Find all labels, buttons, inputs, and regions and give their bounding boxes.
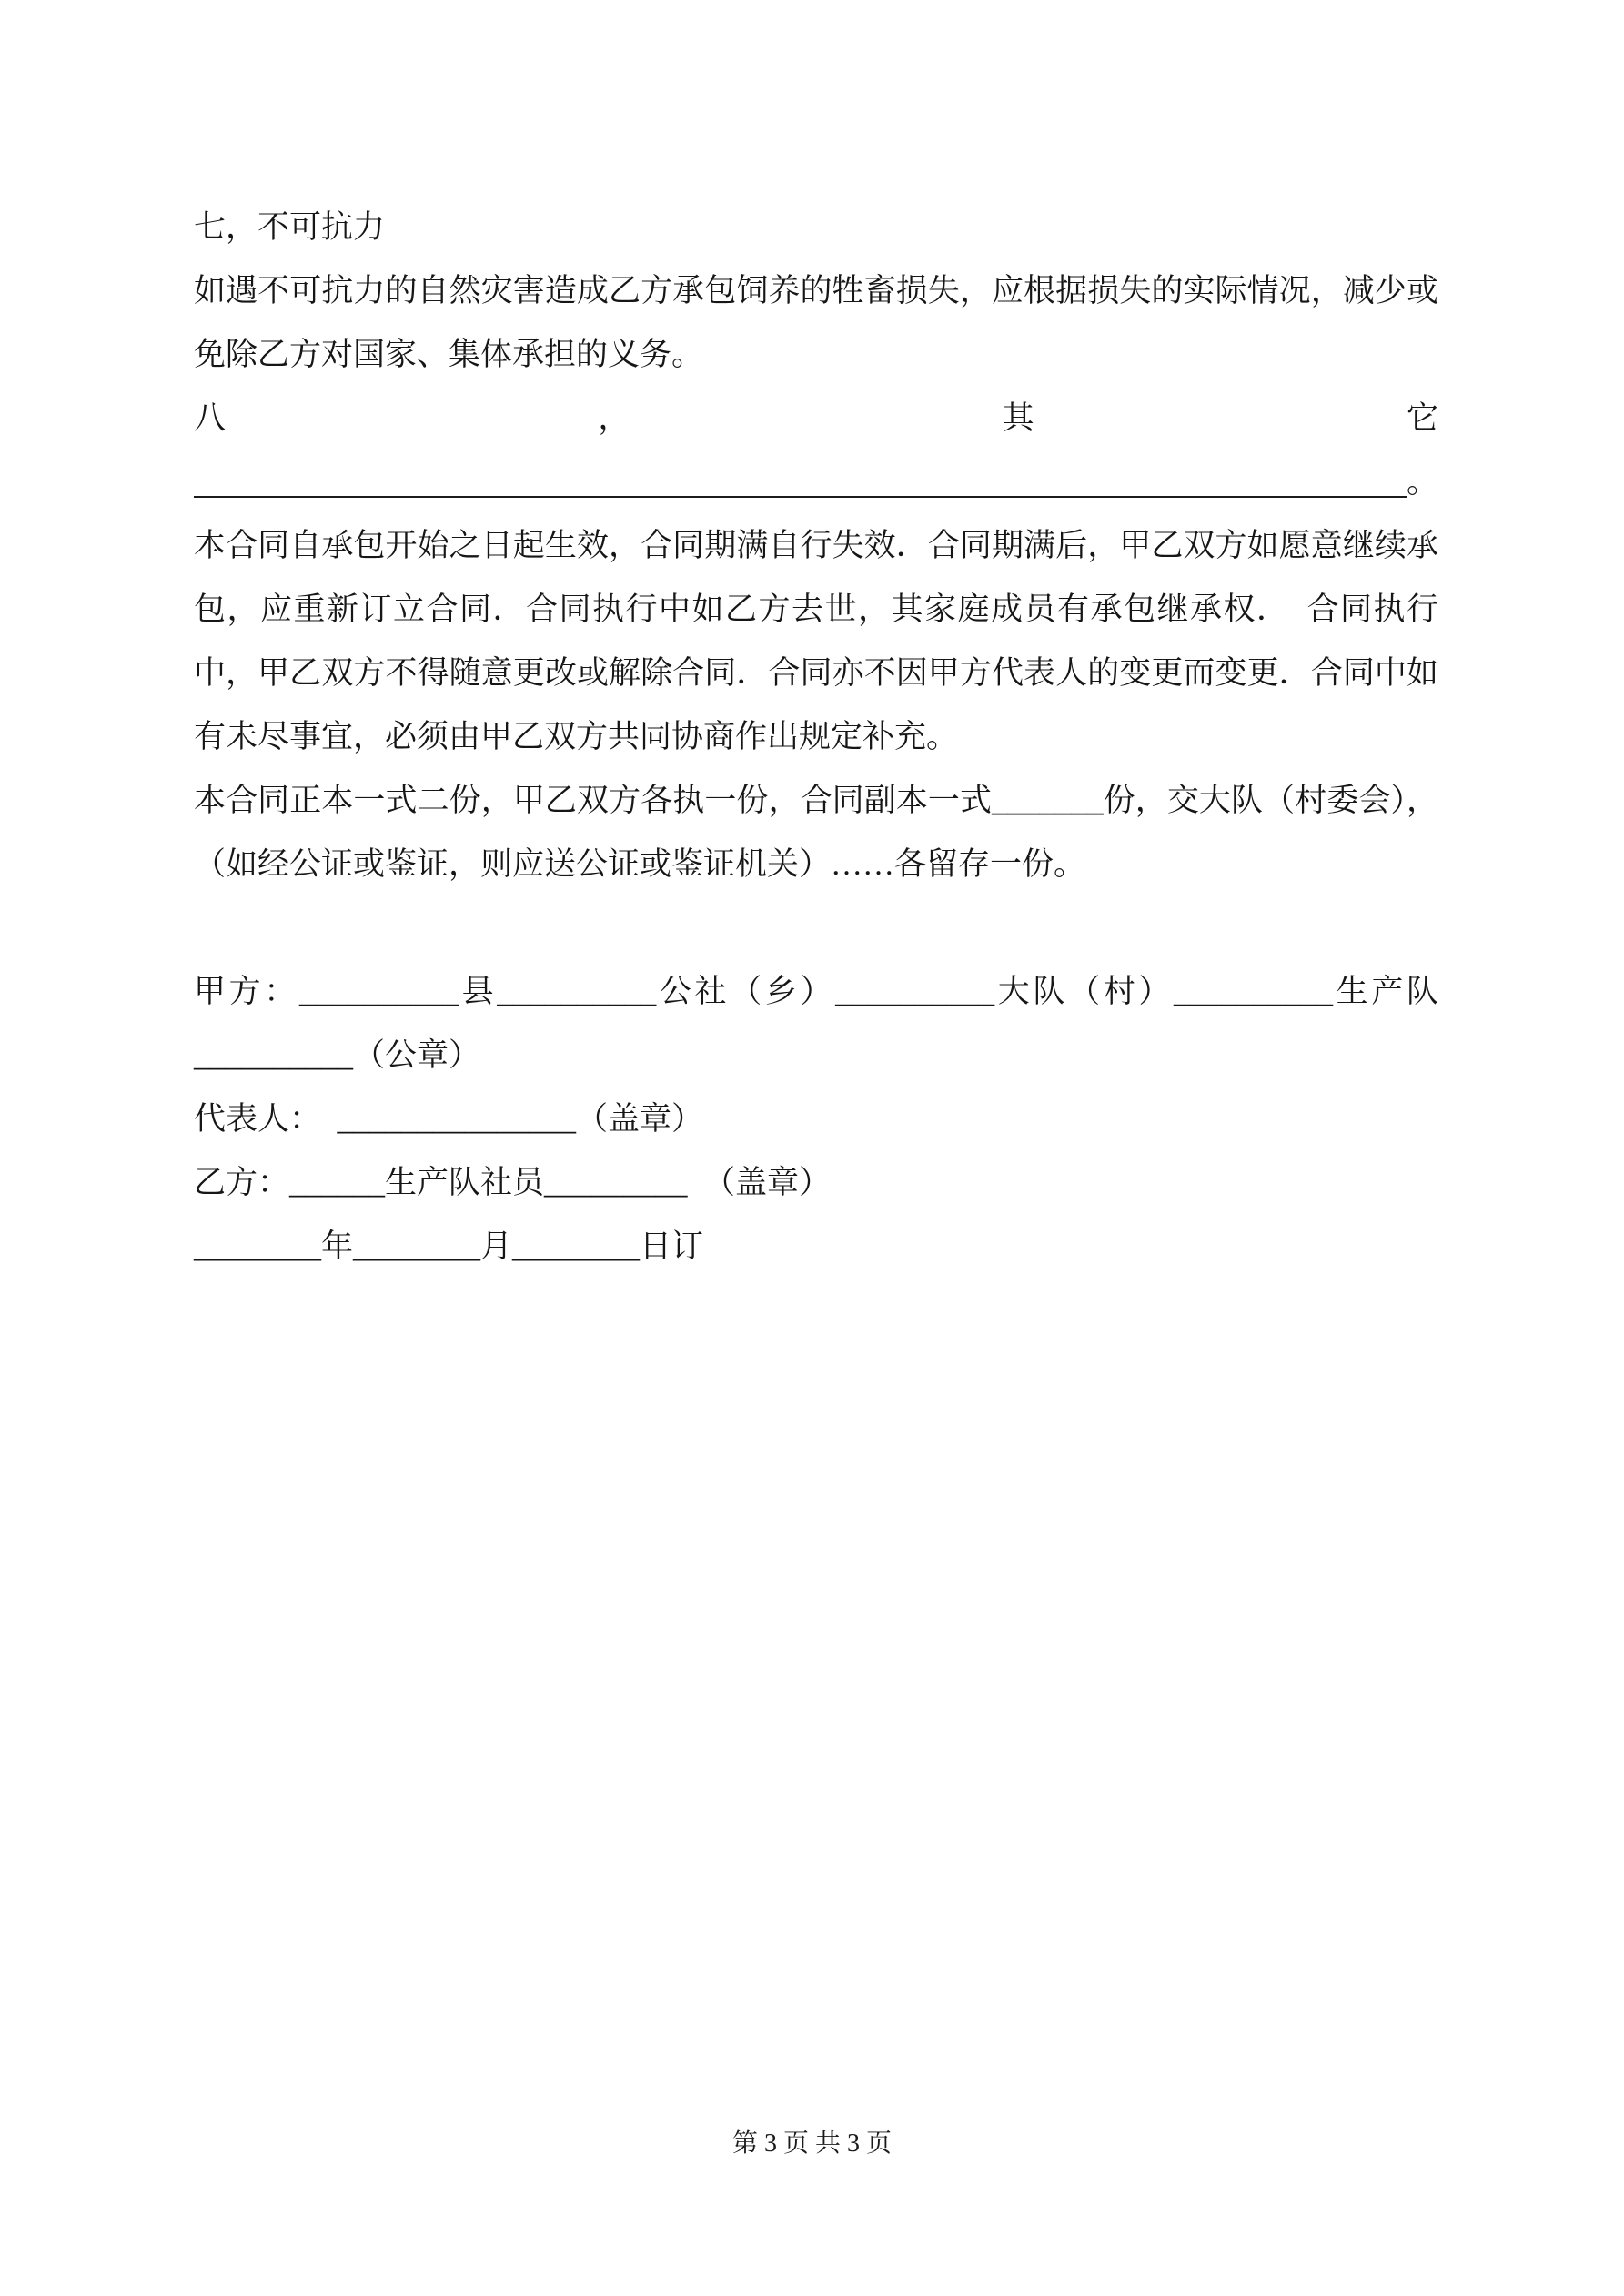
section-8-heading-row bbox=[194, 387, 1438, 450]
contract-body bbox=[194, 196, 1438, 1279]
party-b-line: 乙方：______生产队社员_________ （盖章） bbox=[194, 1165, 832, 1200]
para-effectiveness: 本合同自承包开始之日起生效，合同期满自行失效．合同期满后，甲乙双方如愿意继续承包，应重新订立合同．合同执行中如乙方去世，其家庭成员有承包继承权． 合同执行中，甲乙双方不得随意更改或解除合同．合同亦不因甲方代表人的变更而变更．合同中如有未尽事宜，必须由甲乙双方共同协商作出规定补充。 bbox=[194, 528, 1438, 754]
para-copies: 本合同正本一式二份，甲乙双方各执一份，合同副本一式_______份，交大队（村委会），（如经公证或鉴证，则应送公证或鉴证机关）……各留存一份。 bbox=[194, 783, 1438, 882]
section-8-char-1: 八 bbox=[194, 400, 227, 436]
date-line: ________年________月________日订 bbox=[194, 1229, 704, 1264]
section-7-heading: 七，不可抗力 bbox=[194, 209, 386, 245]
blank-line-spacer bbox=[194, 896, 1438, 960]
section-7-body: 如遇不可抗力的自然灾害造成乙方承包饲养的牲畜损失，应根据损失的实际情况，减少或免除乙方对国家、集体承担的义务。 bbox=[194, 273, 1438, 372]
section-8-char-4: 它 bbox=[1406, 400, 1438, 436]
sentence-period: 。 bbox=[1406, 464, 1438, 500]
page-number-footer: 第 3 页 共 3 页 bbox=[731, 2129, 892, 2158]
section-8-char-3: 其 bbox=[1002, 400, 1034, 436]
section-8-char-2: ， bbox=[598, 400, 630, 436]
section-8-blank-line bbox=[194, 450, 1438, 514]
fill-in-blank-underline[interactable] bbox=[194, 496, 1407, 498]
representative-line: 代表人： _______________（盖章） bbox=[194, 1101, 704, 1137]
party-a-line: 甲方：__________县__________公社（乡）__________大队（村）__________生产队__________（公章） bbox=[194, 974, 1438, 1073]
